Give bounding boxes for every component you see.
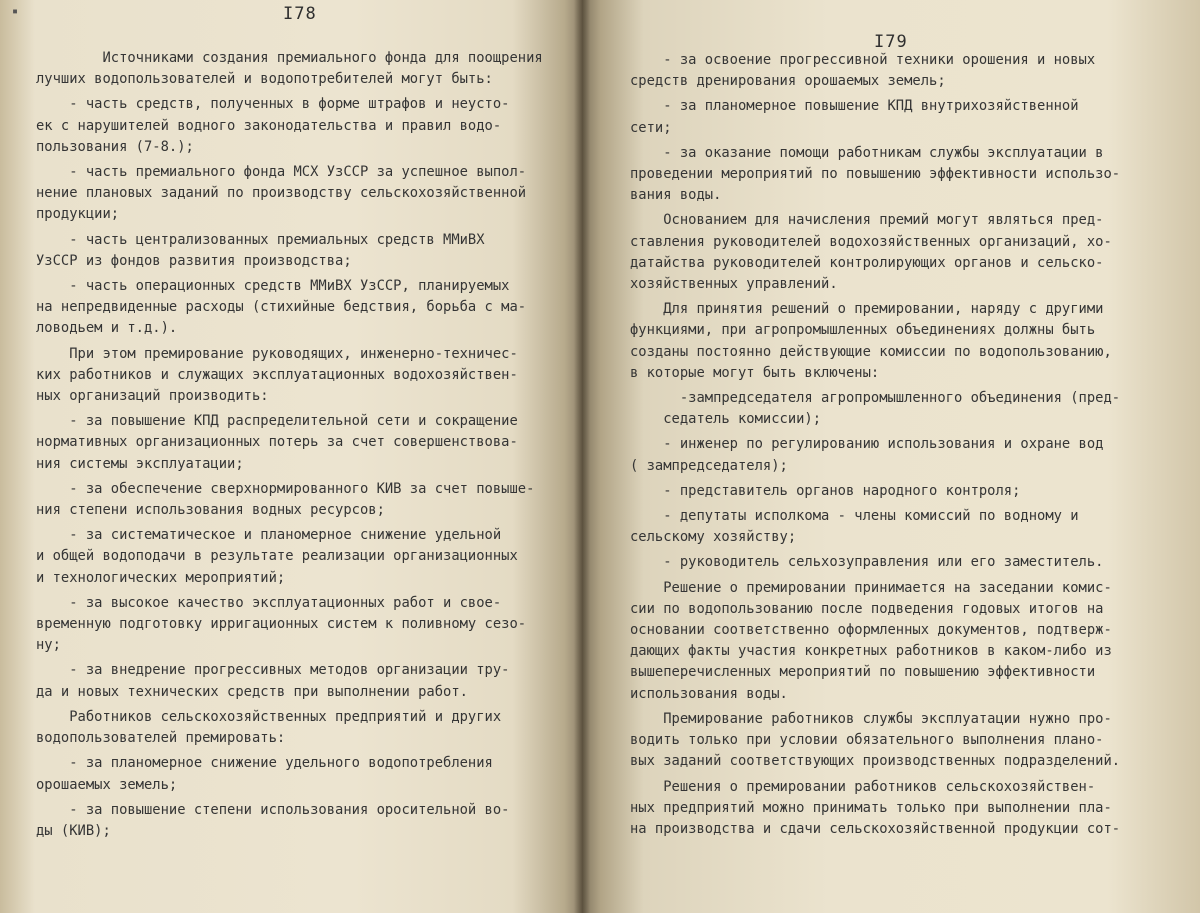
paragraph: - за повышение КПД распределительной сети и сокращение нормативных организационных потерь за счет совершенствова- ния системы эксплуатации;: [36, 413, 518, 472]
right-page: [582, 0, 1200, 913]
paragraph: Основанием для начисления премий могут являться пред- ставления руководителей водохозяйственных организаций, хо- датайства руководителей контролирующих органов и сельско- хозяйственных управлений.: [630, 212, 1112, 293]
paragraph: Работников сельскохозяйственных предприятий и других водопользователей премировать:: [36, 708, 502, 747]
paragraph: - за внедрение прогрессивных методов организации тру- да и новых технических средств при выполнении работ.: [36, 662, 510, 700]
paragraph: При этом премирование руководящих, инженерно-техничес- ких работников и служащих эксплуатационных водохозяйствен- ных организаций производить:: [36, 345, 518, 405]
paragraph: -зампредседателя агропромышленного объединения (пред- седатель комиссии);: [663, 390, 1121, 428]
paragraph: - представитель органов народного контроля;: [630, 482, 1021, 499]
speck-mark: ▪: [12, 6, 19, 17]
paragraph: - за планомерное повышение КПД внутрихозяйственной сети;: [630, 98, 1079, 136]
paragraph: - за повышение степени использования оросительной во- ды (КИВ);: [36, 801, 510, 839]
right-page-text: [630, 50, 1176, 844]
paragraph: Решения о премировании работников сельскохозяйствен- ных предприятий можно принимать только при выполнении пла- на производства и сдачи сельскохозяйственной продукции сот-: [630, 778, 1121, 837]
left-page: [0, 0, 582, 913]
book-gutter-shadow: [574, 0, 590, 913]
paragraph: - за систематическое и планомерное снижение удельной и общей водоподачи в результате реализации организационных и технологических мероприятий;: [36, 527, 518, 586]
paragraph: - за обеспечение сверхнормированного КИВ за счет повыше- ния степени использования водных ресурсов;: [36, 480, 535, 519]
left-page-number: I78: [283, 4, 317, 24]
paragraph: - часть централизованных премиальных средств ММиВХ УзССР из фондов развития производства;: [36, 231, 485, 269]
paragraph: Источниками создания премиального фонда для поощрения лучших водопользователей и водопотребителей могут быть:: [36, 50, 543, 88]
paragraph: - за освоение прогрессивной техники орошения и новых средств дренирования орошаемых земель;: [630, 52, 1096, 90]
paragraph: Для принятия решений о премировании, наряду с другими функциями, при агропромышленных объединениях должны быть созданы постоянно действующие комиссии по водопользованию, в которые могут быть включены:: [630, 301, 1112, 381]
paragraph: - инженер по регулированию использования и охране вод ( зампредседателя);: [630, 436, 1104, 474]
paragraph: Премирование работников службы эксплуатации нужно про- водить только при условии обязательного выполнения плано- вых заданий соответствующих производственных подразделений.: [630, 710, 1121, 770]
paragraph: - часть премиального фонда МСХ УзССР за успешное выпол- нение плановых заданий по производству сельскохозяйственной продукции;: [36, 164, 527, 223]
paragraph: - часть операционных средств ММиВХ УзССР, планируемых на непредвиденные расходы (стихийные бедствия, борьба с ма- ловодьем и т.д.).: [36, 278, 527, 337]
paragraph: - за оказание помощи работникам службы эксплуатации в проведении мероприятий по повышению эффективности использо- вания воды.: [630, 144, 1121, 204]
left-page-text: [36, 48, 542, 846]
paragraph: - часть средств, полученных в форме штрафов и неусто- ек с нарушителей водного законодательства и правил водо- пользования (7-8.);: [36, 96, 510, 155]
right-page-number: I79: [874, 32, 908, 52]
paragraph: - депутаты исполкома - члены комиссий по водному и сельскому хозяйству;: [630, 508, 1079, 546]
paragraph: Решение о премировании принимается на заседании комис- сии по водопользованию после подведения годовых итогов на основании соответственно оформленных документов, подтверж- дающих факты участия конкретных работников в каком-либо из вышеперечисленных мероприятий по повышению эффективности использования воды.: [630, 579, 1112, 702]
paragraph: - руководитель сельхозуправления или его заместитель.: [630, 554, 1104, 571]
paragraph: - за планомерное снижение удельного водопотребления орошаемых земель;: [36, 755, 493, 793]
paragraph: - за высокое качество эксплуатационных работ и свое- временную подготовку ирригационных систем к поливному сезо- ну;: [36, 594, 527, 654]
